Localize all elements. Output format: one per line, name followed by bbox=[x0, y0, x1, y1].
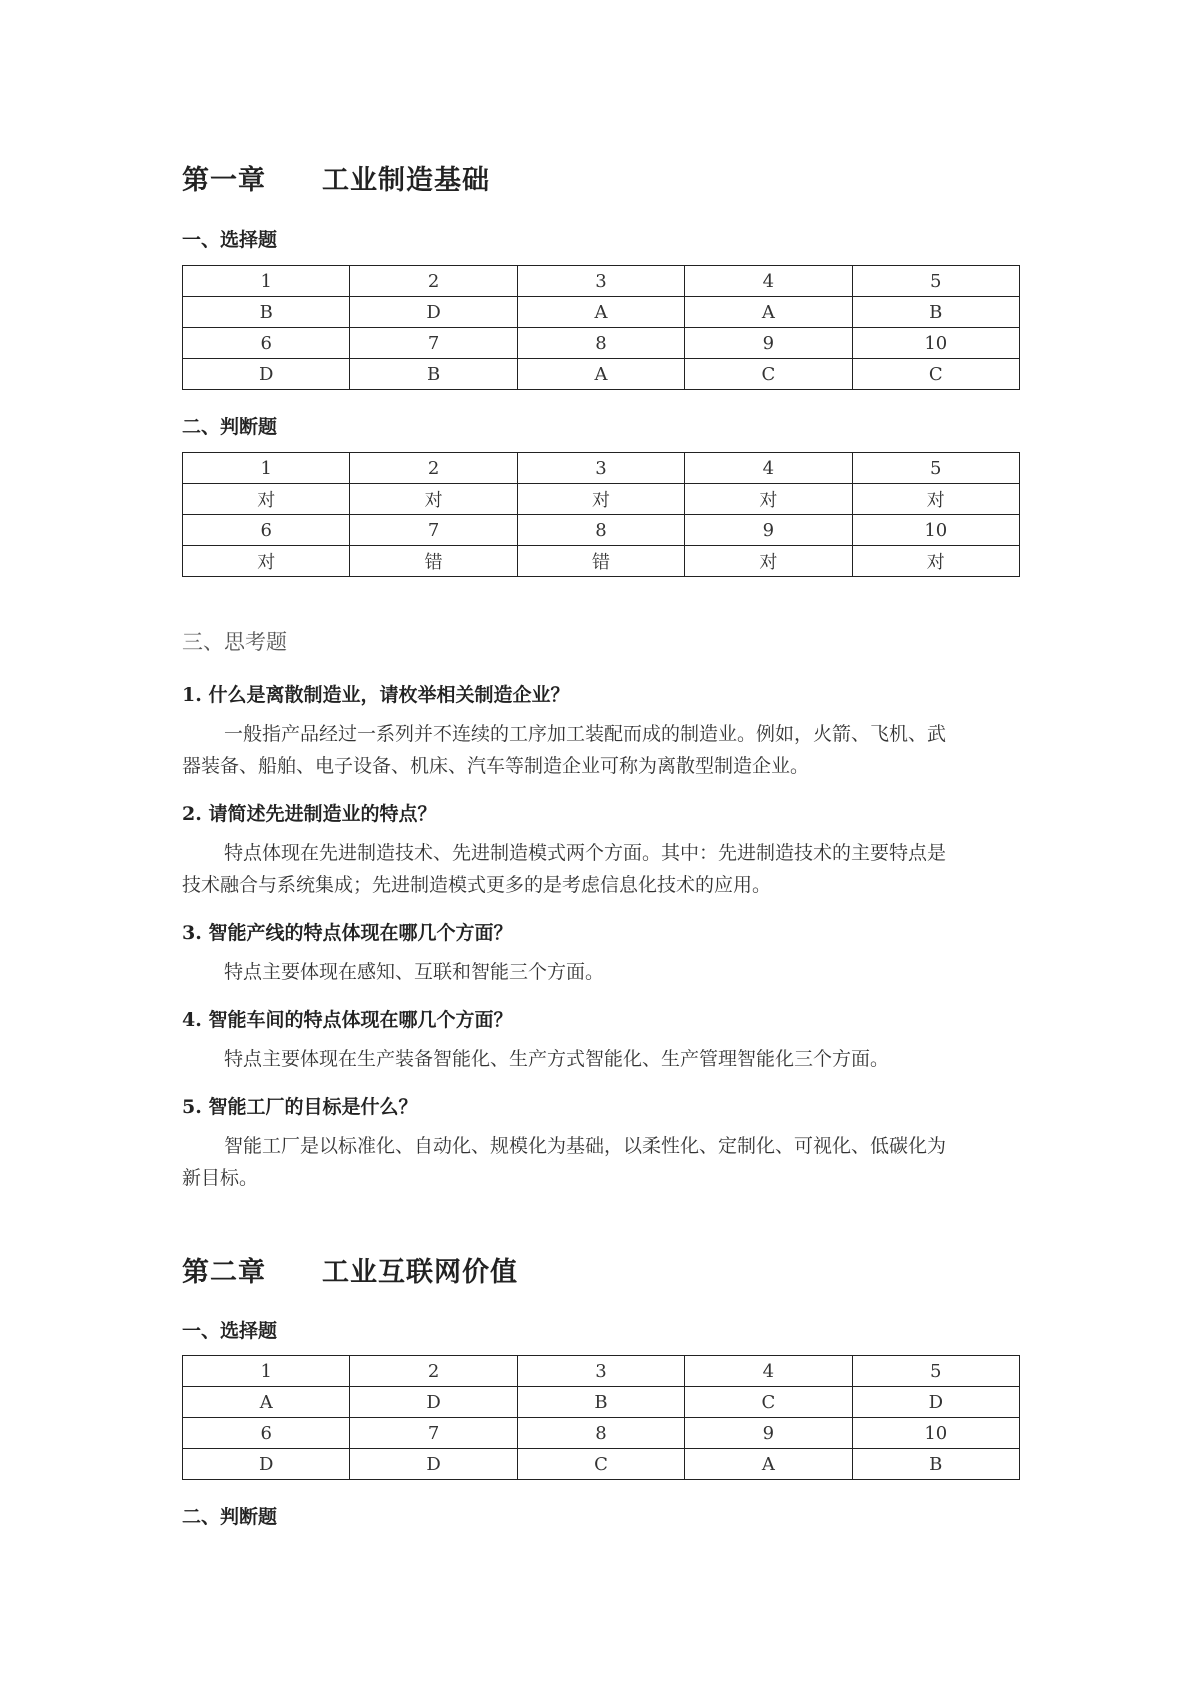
question-1: 1. 什么是离散制造业，请枚举相关制造企业？ bbox=[182, 684, 570, 706]
ch2-choice-heading: 一、选择题 bbox=[182, 1320, 278, 1342]
table-row bbox=[183, 359, 1020, 390]
answer-cell: 对 bbox=[183, 484, 350, 515]
table-row bbox=[183, 1387, 1020, 1418]
question-number-cell: 7 bbox=[350, 1418, 517, 1449]
answer-cell: 对 bbox=[183, 546, 350, 577]
answer-cell: 对 bbox=[852, 546, 1019, 577]
question-number-cell: 1 bbox=[183, 266, 350, 297]
chapter1-number: 第一章 bbox=[182, 165, 266, 196]
chapter2-number: 第二章 bbox=[182, 1257, 266, 1288]
answer-cell: B bbox=[183, 297, 350, 328]
table-row bbox=[183, 266, 1020, 297]
question-number-cell: 7 bbox=[350, 515, 517, 546]
answer-cell: A bbox=[183, 1387, 350, 1418]
answer-cell: 对 bbox=[517, 484, 684, 515]
table-row bbox=[183, 1356, 1020, 1387]
question-number-cell: 7 bbox=[350, 328, 517, 359]
answer-1: 一般指产品经过一系列并不连续的工序加工装配而成的制造业。例如，火箭、飞机、武 器装备、船舶、电子设备、机床、汽车等制造企业可称为离散型制造企业。 bbox=[182, 723, 947, 777]
question-number-cell: 6 bbox=[183, 515, 350, 546]
question-number-cell: 9 bbox=[685, 1418, 852, 1449]
question-number-cell: 2 bbox=[350, 453, 517, 484]
table-row bbox=[183, 1449, 1020, 1480]
chapter2-title bbox=[182, 1250, 518, 1289]
answer-4: 特点主要体现在生产装备智能化、生产方式智能化、生产管理智能化三个方面。 bbox=[224, 1048, 890, 1070]
answer-cell: 错 bbox=[350, 546, 517, 577]
question-number-cell: 10 bbox=[852, 1418, 1019, 1449]
question-3: 3. 智能产线的特点体现在哪几个方面？ bbox=[182, 922, 513, 944]
question-2: 2. 请简述先进制造业的特点？ bbox=[182, 803, 437, 825]
ch1-choice-heading: 一、选择题 bbox=[182, 229, 278, 251]
answer-cell: C bbox=[685, 1387, 852, 1418]
question-number-cell: 1 bbox=[183, 1356, 350, 1387]
answer-cell: A bbox=[517, 297, 684, 328]
answer-cell: D bbox=[852, 1387, 1019, 1418]
ch1-think-heading: 三、思考题 bbox=[182, 630, 287, 654]
chapter1-name: 工业制造基础 bbox=[322, 165, 490, 196]
answer-cell: B bbox=[350, 359, 517, 390]
answer-cell: A bbox=[685, 1449, 852, 1480]
question-number-cell: 6 bbox=[183, 328, 350, 359]
table-row bbox=[183, 453, 1020, 484]
question-number-cell: 8 bbox=[517, 515, 684, 546]
answer-2: 特点体现在先进制造技术、先进制造模式两个方面。其中：先进制造技术的主要特点是 技术融合与系统集成；先进制造模式更多的是考虑信息化技术的应用。 bbox=[182, 842, 947, 896]
answer-cell: A bbox=[517, 359, 684, 390]
answer-cell: 对 bbox=[685, 546, 852, 577]
answer-cell: 错 bbox=[517, 546, 684, 577]
question-number-cell: 4 bbox=[685, 266, 852, 297]
answer-5: 智能工厂是以标准化、自动化、规模化为基础，以柔性化、定制化、可视化、低碳化为 新目标。 bbox=[182, 1135, 947, 1189]
ch1-judge-table bbox=[182, 452, 1020, 577]
question-number-cell: 8 bbox=[517, 1418, 684, 1449]
table-row bbox=[183, 328, 1020, 359]
question-number-cell: 2 bbox=[350, 1356, 517, 1387]
question-number-cell: 5 bbox=[852, 453, 1019, 484]
answer-cell: 对 bbox=[350, 484, 517, 515]
table-row bbox=[183, 1418, 1020, 1449]
question-number-cell: 5 bbox=[852, 266, 1019, 297]
answer-cell: C bbox=[852, 359, 1019, 390]
ch1-judge-heading: 二、判断题 bbox=[182, 416, 278, 438]
answer-cell: C bbox=[517, 1449, 684, 1480]
question-5: 5. 智能工厂的目标是什么？ bbox=[182, 1096, 418, 1118]
answer-cell: D bbox=[183, 359, 350, 390]
question-number-cell: 9 bbox=[685, 515, 852, 546]
answer-cell: D bbox=[350, 1387, 517, 1418]
ch1-choice-table bbox=[182, 265, 1020, 390]
ch2-choice-table bbox=[182, 1355, 1020, 1480]
answer-cell: 对 bbox=[852, 484, 1019, 515]
question-number-cell: 1 bbox=[183, 453, 350, 484]
chapter1-title bbox=[182, 158, 490, 197]
table-row bbox=[183, 546, 1020, 577]
question-number-cell: 4 bbox=[685, 453, 852, 484]
question-number-cell: 6 bbox=[183, 1418, 350, 1449]
question-number-cell: 8 bbox=[517, 328, 684, 359]
answer-cell: B bbox=[852, 1449, 1019, 1480]
question-number-cell: 5 bbox=[852, 1356, 1019, 1387]
answer-cell: C bbox=[685, 359, 852, 390]
answer-cell: 对 bbox=[685, 484, 852, 515]
answer-cell: B bbox=[517, 1387, 684, 1418]
chapter2-name: 工业互联网价值 bbox=[322, 1257, 518, 1288]
question-number-cell: 3 bbox=[517, 266, 684, 297]
answer-cell: B bbox=[852, 297, 1019, 328]
question-number-cell: 3 bbox=[517, 453, 684, 484]
answer-cell: D bbox=[350, 297, 517, 328]
question-number-cell: 10 bbox=[852, 328, 1019, 359]
question-number-cell: 4 bbox=[685, 1356, 852, 1387]
ch2-judge-heading: 二、判断题 bbox=[182, 1506, 278, 1528]
answer-cell: D bbox=[183, 1449, 350, 1480]
table-row bbox=[183, 515, 1020, 546]
question-number-cell: 9 bbox=[685, 328, 852, 359]
table-row bbox=[183, 484, 1020, 515]
answer-3: 特点主要体现在感知、互联和智能三个方面。 bbox=[224, 961, 605, 983]
question-4: 4. 智能车间的特点体现在哪几个方面？ bbox=[182, 1009, 513, 1031]
question-number-cell: 3 bbox=[517, 1356, 684, 1387]
question-number-cell: 2 bbox=[350, 266, 517, 297]
question-number-cell: 10 bbox=[852, 515, 1019, 546]
answer-cell: D bbox=[350, 1449, 517, 1480]
table-row bbox=[183, 297, 1020, 328]
answer-cell: A bbox=[685, 297, 852, 328]
